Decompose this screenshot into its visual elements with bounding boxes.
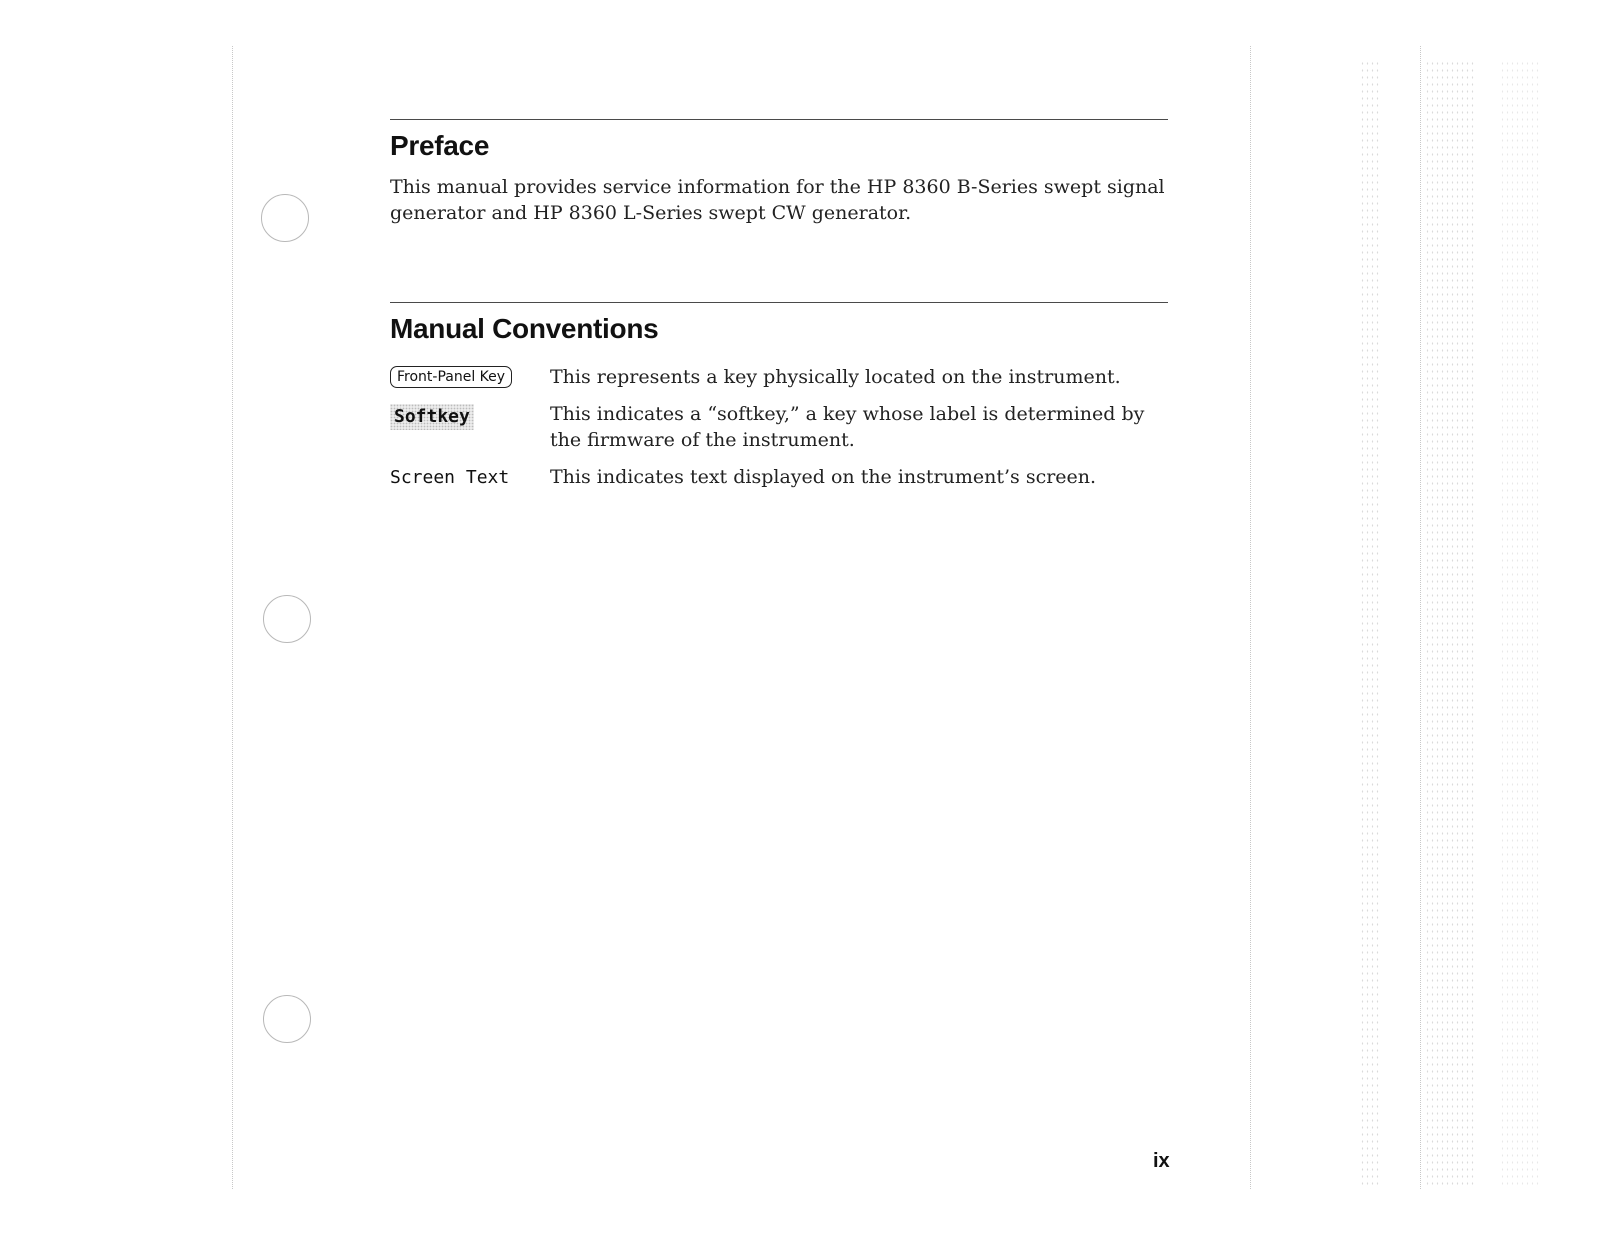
- scan-speckle-strip-3: [1500, 60, 1540, 1185]
- convention-description: This indicates text displayed on the instrument’s screen.: [550, 466, 1097, 488]
- convention-term-cell: [390, 366, 512, 388]
- convention-description: This indicates a “softkey,” a key whose label is determined by the firmware of the instrument.: [550, 403, 1145, 451]
- left-margin-line: [232, 46, 233, 1189]
- front-panel-key-sample: Front-Panel Key: [390, 366, 512, 388]
- screen-text-sample: Screen Text: [390, 467, 510, 488]
- right-edge-line: [1420, 46, 1421, 1189]
- binder-hole-bottom: [263, 995, 311, 1043]
- binder-hole-middle: [263, 595, 311, 643]
- convention-term-cell: [390, 404, 474, 430]
- preface-heading: Preface: [390, 130, 490, 161]
- preface-rule: [390, 119, 1168, 120]
- conventions-heading: Manual Conventions: [390, 313, 659, 344]
- scan-speckle-strip-2: [1425, 60, 1475, 1185]
- convention-description: This represents a key physically located on the instrument.: [550, 366, 1121, 388]
- scan-speckle-strip-1: [1360, 60, 1380, 1185]
- preface-body-text: This manual provides service information for the HP 8360 B-Series swept signal generator and HP 8360 L-Series swept CW generator.: [390, 176, 1165, 224]
- right-margin-line: [1250, 46, 1251, 1189]
- conventions-rule: [390, 302, 1168, 303]
- page-number: ix: [1153, 1150, 1170, 1172]
- softkey-sample: Softkey: [390, 404, 474, 430]
- binder-hole-top: [261, 194, 309, 242]
- convention-term-cell: [390, 466, 509, 490]
